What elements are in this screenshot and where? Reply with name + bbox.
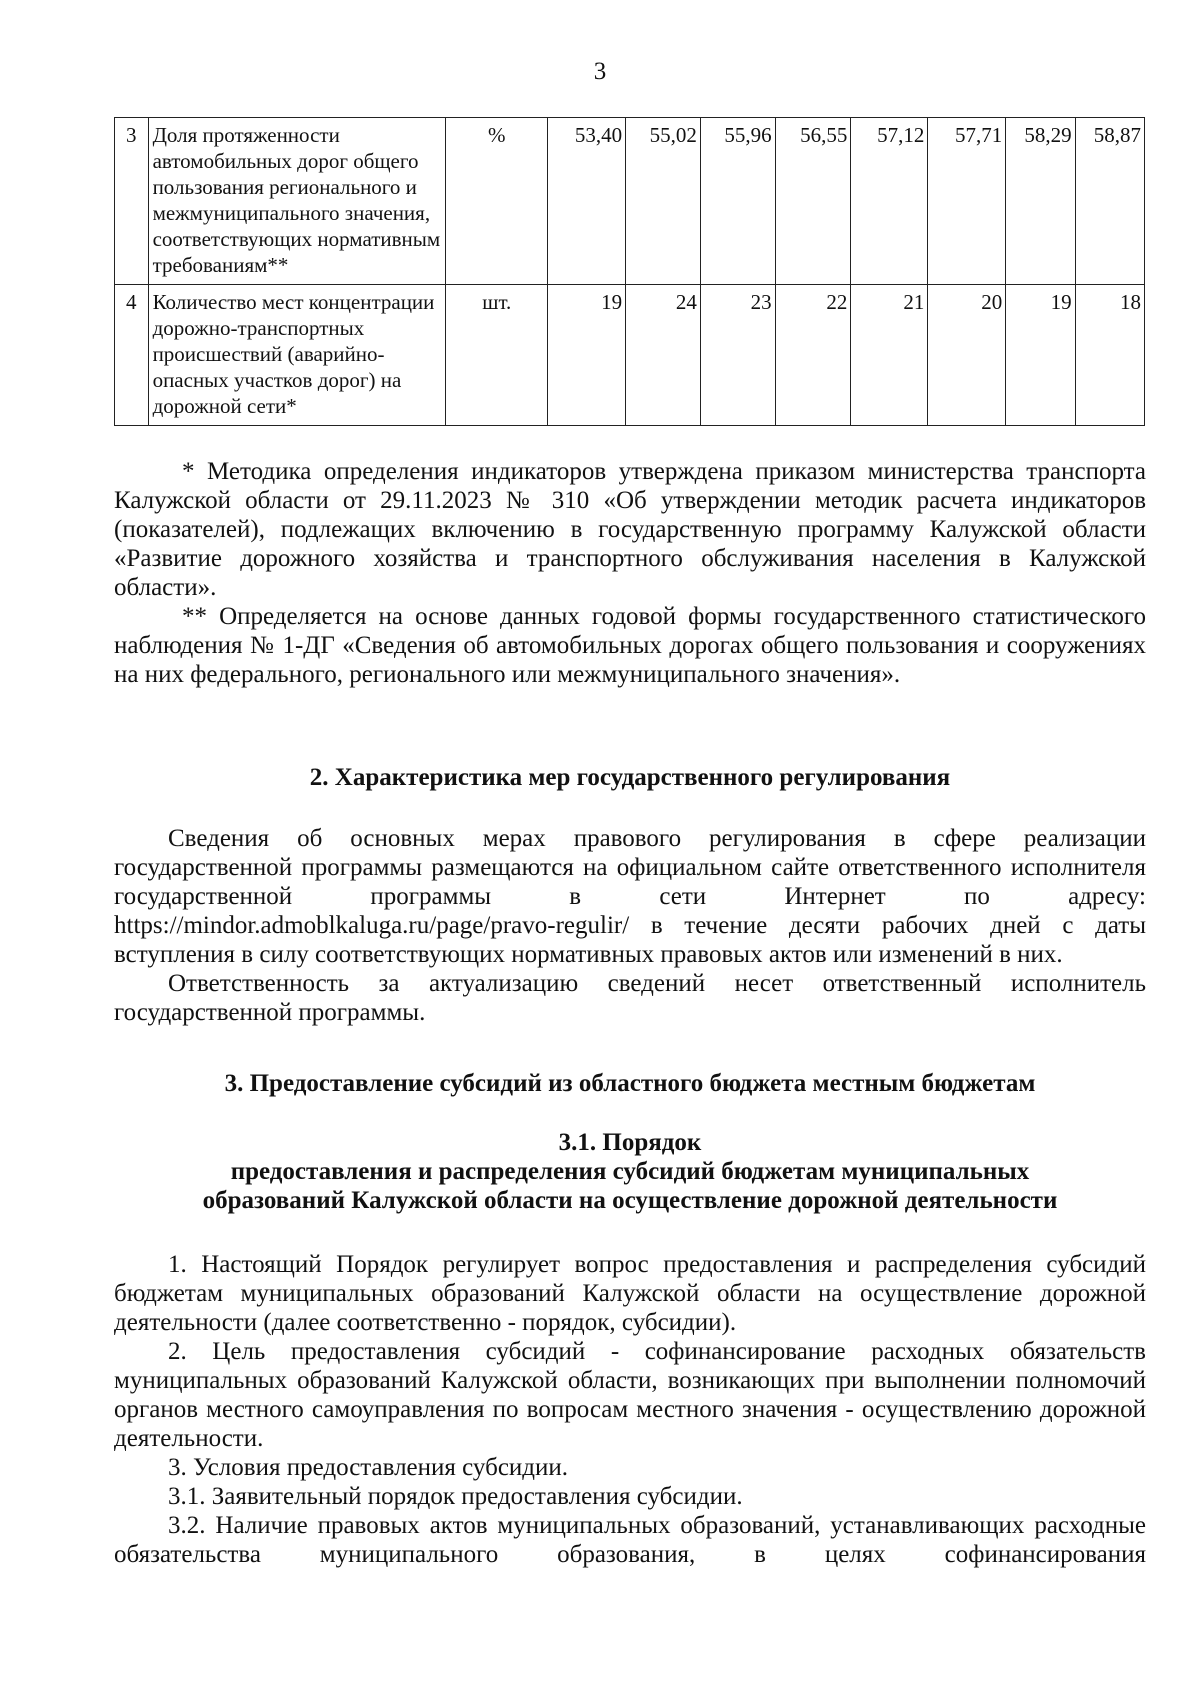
- subtitle-line: предоставления и распределения субсидий бюджетам муниципальных: [230, 1158, 1030, 1185]
- value-cell: 58,87: [1075, 118, 1144, 285]
- paragraph: 3. Условия предоставления субсидии.: [168, 1454, 569, 1481]
- section-3-title: 3. Предоставление субсидий из областного бюджета местным бюджетам: [224, 1070, 1036, 1097]
- paragraph: 1. Настоящий Порядок регулирует вопрос предоставления и распределения субсидий бюджетам муниципальных образований Калужской области на осуществление дорожной деятельности (далее соответственно - порядок, субсидии).: [114, 1251, 1146, 1336]
- value-cell: 19: [1006, 285, 1075, 426]
- paragraph: 2. Цель предоставления субсидий - софинансирование расходных обязательств муниципальных образований Калужской области, возникающих при выполнении полномочий органов местного самоуправления по вопросам местного значения - осуществлению дорожной деятельности.: [114, 1338, 1146, 1452]
- indicators-table: [114, 117, 1145, 426]
- indicator-name: Количество мест концентрации дорожно-транспортных происшествий (аварийно-опасных участков дорог) на дорожной сети*: [148, 285, 446, 426]
- page-number: 3: [593, 58, 607, 85]
- value-cell: 56,55: [775, 118, 851, 285]
- paragraph: 3.1. Заявительный порядок предоставления субсидии.: [168, 1483, 743, 1510]
- unit: %: [446, 118, 548, 285]
- value-cell: 57,12: [851, 118, 928, 285]
- value-cell: 21: [851, 285, 928, 426]
- footnotes: [114, 457, 1146, 689]
- value-cell: 18: [1075, 285, 1144, 426]
- section-2-body: [114, 824, 1146, 1027]
- value-cell: 57,71: [928, 118, 1006, 285]
- row-number: 3: [115, 118, 149, 285]
- value-cell: 53,40: [548, 118, 626, 285]
- subsection-3-1-title: [114, 1128, 1146, 1215]
- paragraph: Ответственность за актуализацию сведений несет ответственный исполнитель государственной программы.: [114, 970, 1146, 1026]
- paragraph: 3.2. Наличие правовых актов муниципальных образований, устанавливающих расходные обязательства муниципального образования, в целях софинансирования: [114, 1512, 1146, 1568]
- value-cell: 22: [775, 285, 851, 426]
- table-row: [115, 285, 1145, 426]
- value-cell: 24: [626, 285, 701, 426]
- section-3-body: [114, 1250, 1146, 1569]
- subtitle-line: образований Калужской области на осуществление дорожной деятельности: [202, 1187, 1058, 1214]
- paragraph: Сведения об основных мерах правового регулирования в сфере реализации государственной программы размещаются на официальном сайте ответственного исполнителя государственной программы в сети Интернет по адресу: https://mindor.admoblkaluga.ru/page/pravo-regulir/ в течение десяти рабочих дней с даты вступления в силу соответствующих нормативных правовых актов или изменений в них.: [114, 825, 1146, 968]
- footnote-1: * Методика определения индикаторов утверждена приказом министерства транспорта Калужской области от 29.11.2023 № 310 «Об утверждении методик расчета индикаторов (показателей), подлежащих включению в государственную программу Калужской области «Развитие дорожного хозяйства и транспортного обслуживания населения в Калужской области».: [114, 458, 1146, 601]
- row-number: 4: [115, 285, 149, 426]
- value-cell: 55,02: [626, 118, 701, 285]
- section-2-title: 2. Характеристика мер государственного регулирования: [309, 764, 951, 791]
- value-cell: 58,29: [1006, 118, 1075, 285]
- value-cell: 55,96: [700, 118, 775, 285]
- unit: шт.: [446, 285, 548, 426]
- value-cell: 19: [548, 285, 626, 426]
- value-cell: 23: [700, 285, 775, 426]
- value-cell: 20: [928, 285, 1006, 426]
- indicator-name: Доля протяженности автомобильных дорог общего пользования регионального и межмуниципального значения, соответствующих нормативным требованиям**: [148, 118, 446, 285]
- table-row: [115, 118, 1145, 285]
- footnote-2: ** Определяется на основе данных годовой формы государственного статистического наблюдения № 1-ДГ «Сведения об автомобильных дорогах общего пользования и сооружениях на них федерального, регионального или межмуниципального значения».: [114, 603, 1146, 688]
- subtitle-line: 3.1. Порядок: [558, 1129, 702, 1156]
